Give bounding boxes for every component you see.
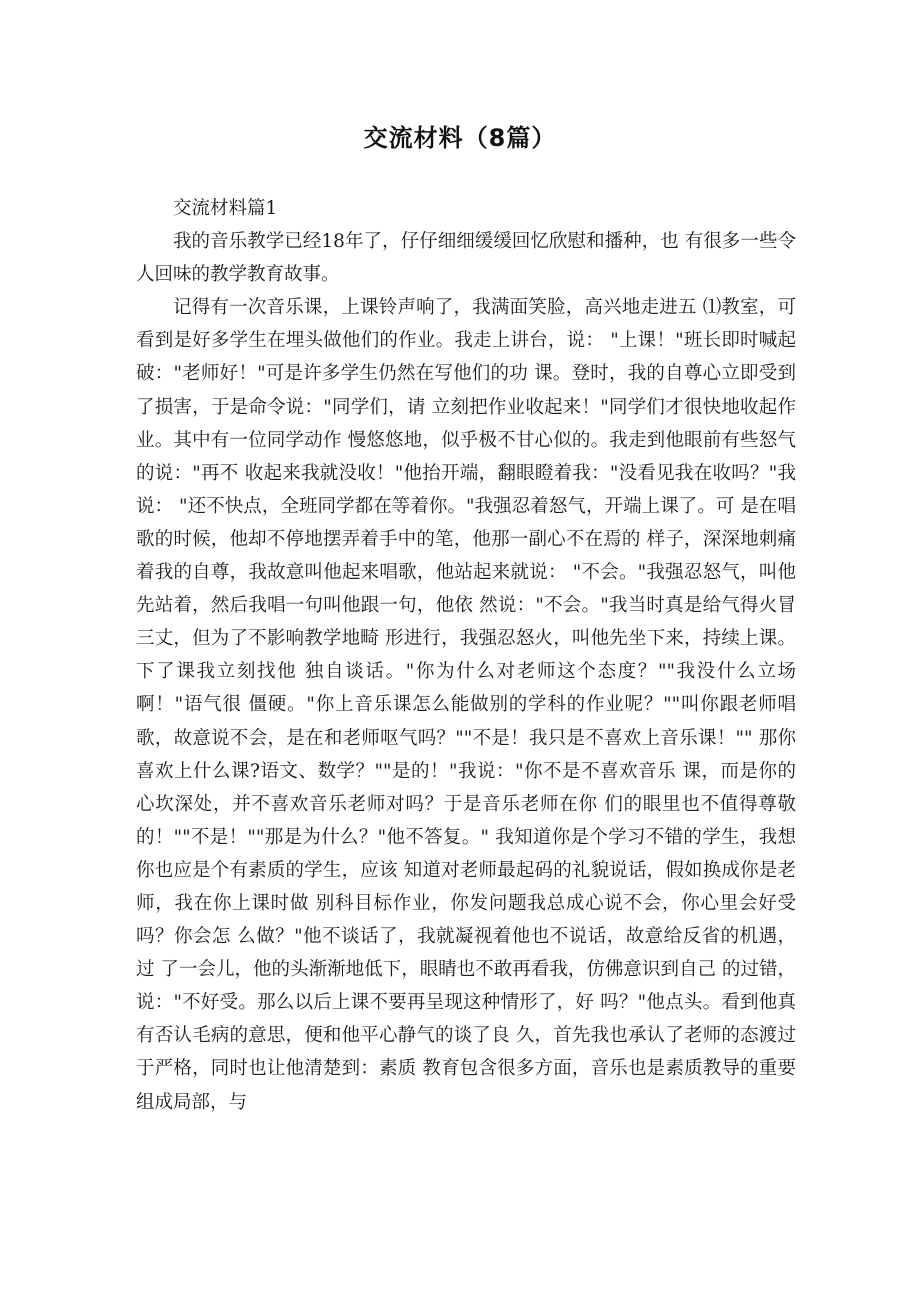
paragraph-1: 我的音乐教学已经18年了，仔仔细细缓缓回忆欣慰和播种，也 有很多一些令人回味的教学教育故事。	[136, 231, 796, 286]
document-title: 交流材料（8篇）	[363, 124, 557, 152]
document-body	[136, 192, 796, 1119]
paragraph-2: 记得有一次音乐课，上课铃声响了，我满面笑脸，高兴地走进五 ⑴教室，可看到是好多学生在埋头做他们的作业。我走上讲台，说： "上课！"班长即时喊起破："老师好！"可是许多学生仍然在写他们的功 课。登时，我的自尊心立即受到了损害，于是命令说："同学们，请 立刻把作业收起来！"同学们才很快地收起作业。其中有一位同学动作 慢悠悠地，似乎极不甘心似的。我走到他眼前有些怒气的说："再不 收起来我就没收！"他抬开端，翻眼瞪着我："没看见我在收吗？"我说： "还不快点，全班同学都在等着你。"我强忍着怒气，开端上课了。可 是在唱歌的时候，他却不停地摆弄着手中的笔，他那一副心不在焉的 样子，深深地刺痛着我的自尊，我故意叫他起来唱歌，他站起来就说： "不会。"我强忍怒气，叫他先站着，然后我唱一句叫他跟一句，他依 然说："不会。"我当时真是给气得火冒三丈，但为了不影响教学地畸 形进行，我强忍怒火，叫他先坐下来，持续上课。下了课我立刻找他 独自谈话。"你为什么对老师这个态度？""我没什么立场啊！"语气很 僵硬。"你上音乐课怎么能做别的学科的作业呢？""叫你跟老师唱歌，故意说不会，是在和老师呕气吗？""不是！我只是不喜欢上音乐课！"" 那你喜欢上什么课?语文、数学？""是的！"我说："你不是不喜欢音乐 课，而是你的心坎深处，并不喜欢音乐老师对吗？于是音乐老师在你 们的眼里也不值得尊敬的！""不是！""那是为什么？"他不答复。" 我知道你是个学习不错的学生，我想你也应是个有素质的学生，应该 知道对老师最起码的礼貌说话，假如换成你是老师，我在你上课时做 别科目标作业，你发问题我总成心说不会，你心里会好受吗？你会怎 么做？"他不谈话了，我就凝视着他也不说话，故意给反省的机遇，过 了一会儿，他的头渐渐地低下，眼睛也不敢再看我，仿佛意识到自己 的过错，说："不好受。那么以后上课不要再呈现这种情形了，好 吗？"他点头。看到他真有否认毛病的意思，便和他平心静气的谈了良 久，首先我也承认了老师的态渡过于严格，同时也让他清楚到：素质 教育包含很多方面，音乐也是素质教导的重要组成局部，与	[136, 297, 796, 1113]
section-heading: 交流材料篇1	[173, 198, 278, 219]
